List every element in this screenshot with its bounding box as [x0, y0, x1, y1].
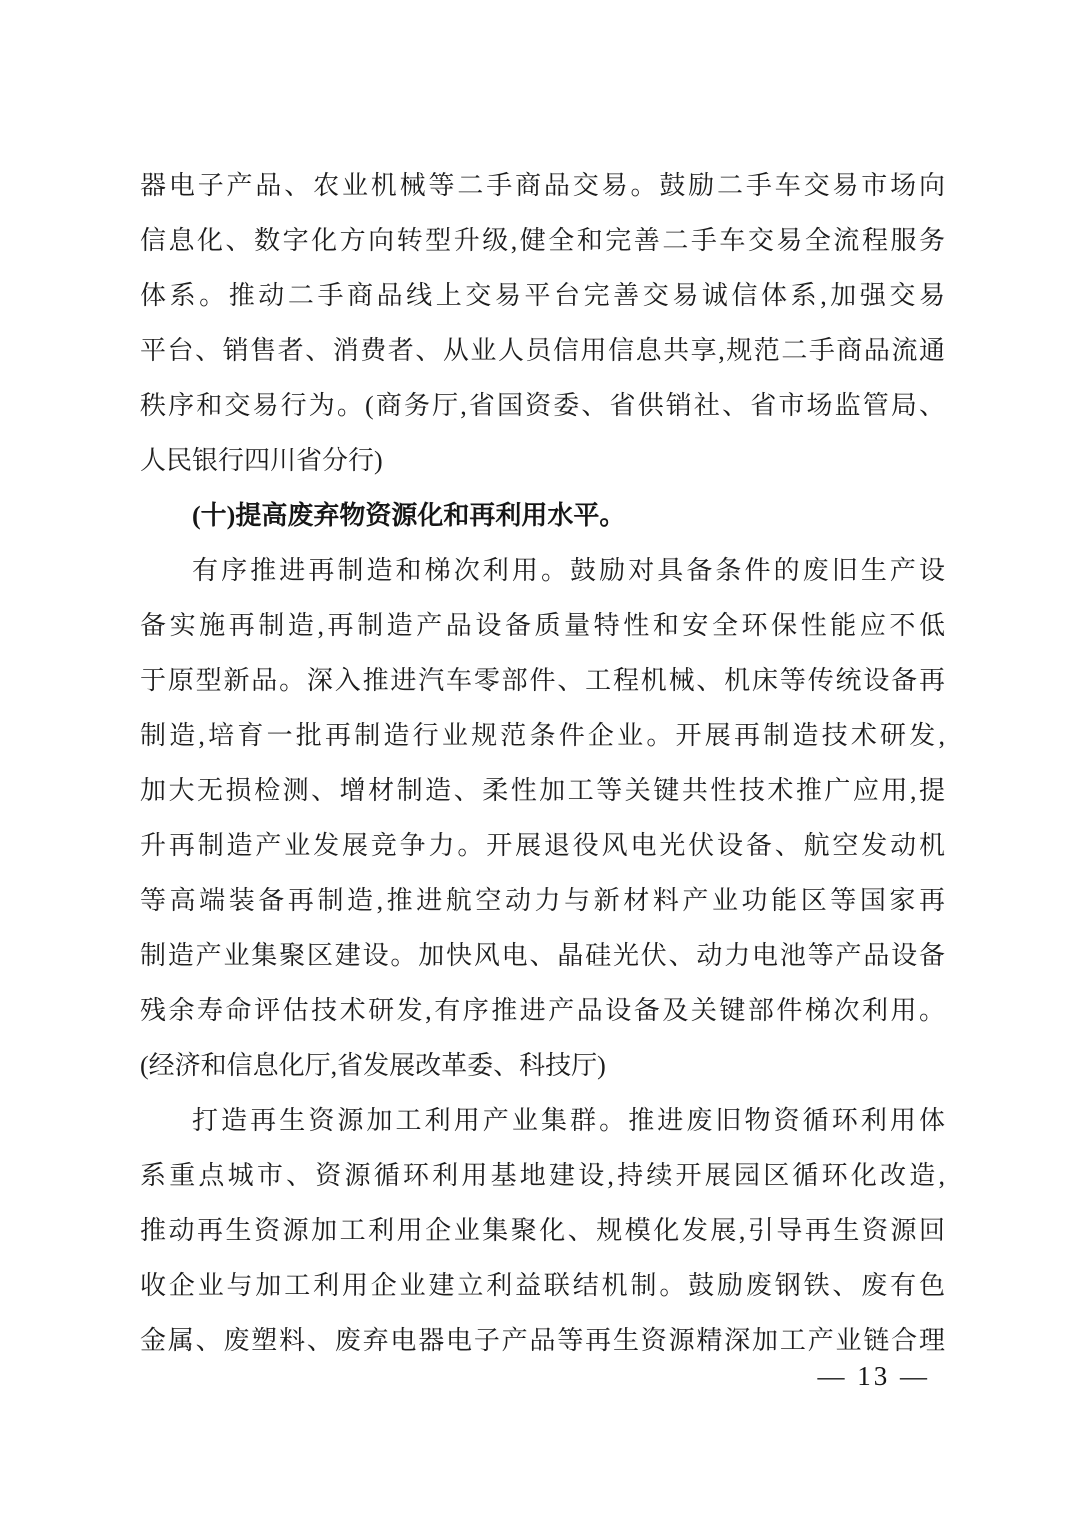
body-text-line: 系重点城市、资源循环利用基地建设,持续开展园区循环化改造, [140, 1161, 945, 1190]
body-text-line: 人民银行四川省分行) [140, 446, 383, 475]
body-text-line: 收企业与加工利用企业建立利益联结机制。鼓励废钢铁、废有色 [140, 1271, 945, 1300]
body-text-line: 有序推进再制造和梯次利用。鼓励对具备条件的废旧生产设 [192, 556, 945, 585]
body-text-line: 等高端装备再制造,推进航空动力与新材料产业功能区等国家再 [140, 886, 945, 915]
body-text-line: 秩序和交易行为。(商务厅,省国资委、省供销社、省市场监管局、 [140, 391, 945, 420]
body-text-line: 信息化、数字化方向转型升级,健全和完善二手车交易全流程服务 [140, 226, 945, 255]
body-text-line: 推动再生资源加工利用企业集聚化、规模化发展,引导再生资源回 [140, 1216, 945, 1245]
body-text-line: 备实施再制造,再制造产品设备质量特性和安全环保性能应不低 [140, 611, 945, 640]
body-text-line: 体系。推动二手商品线上交易平台完善交易诚信体系,加强交易 [140, 281, 945, 310]
body-text-line: 制造,培育一批再制造行业规范条件企业。开展再制造技术研发, [140, 721, 945, 750]
body-text-line: 器电子产品、农业机械等二手商品交易。鼓励二手车交易市场向 [140, 171, 945, 200]
body-text-line: 制造产业集聚区建设。加快风电、晶硅光伏、动力电池等产品设备 [140, 941, 945, 970]
body-text-line: 升再制造产业发展竞争力。开展退役风电光伏设备、航空发动机 [140, 831, 945, 860]
body-text-line: (经济和信息化厅,省发展改革委、科技厅) [140, 1051, 606, 1080]
body-text-line: 平台、销售者、消费者、从业人员信用信息共享,规范二手商品流通 [140, 336, 945, 365]
body-text-line: 金属、废塑料、废弃电器电子产品等再生资源精深加工产业链合理 [140, 1326, 945, 1355]
document-text-block [140, 158, 945, 1368]
body-text-line: 打造再生资源加工利用产业集群。推进废旧物资循环利用体 [192, 1106, 945, 1135]
body-text-line: 于原型新品。深入推进汽车零部件、工程机械、机床等传统设备再 [140, 666, 945, 695]
section-heading: (十)提高废弃物资源化和再利用水平。 [192, 501, 626, 530]
body-text-line: 加大无损检测、增材制造、柔性加工等关键共性技术推广应用,提 [140, 776, 945, 805]
page-number: — 13 — [817, 1361, 930, 1391]
body-text-line: 残余寿命评估技术研发,有序推进产品设备及关键部件梯次利用。 [140, 996, 945, 1025]
